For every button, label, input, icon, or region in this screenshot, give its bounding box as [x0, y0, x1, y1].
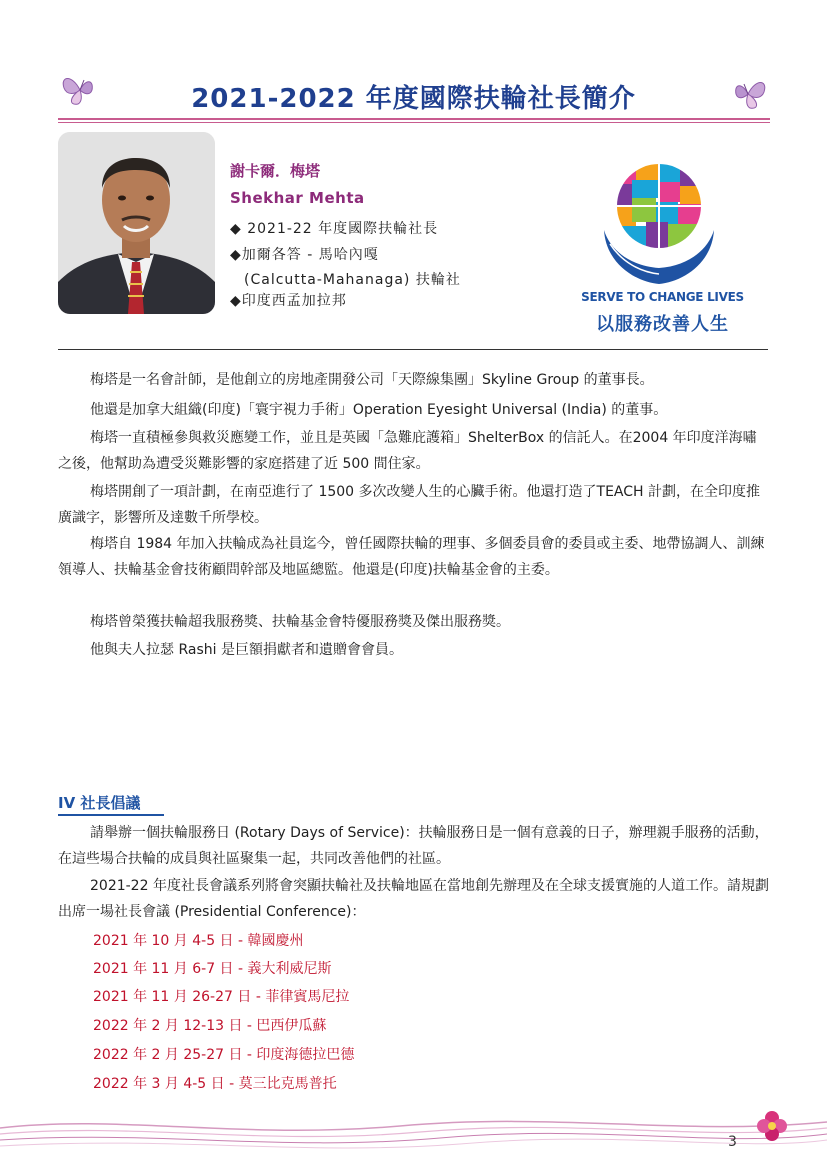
title-divider-thin [58, 122, 770, 123]
conference-item: 2021 年 11 月 6-7 日 - 義大利威尼斯 [93, 961, 332, 977]
profile-bullet: ◆加爾各答 - 馬哈內嘎 [230, 247, 379, 263]
page-number: 3 [728, 1134, 737, 1150]
president-name-en: Shekhar Mehta [230, 189, 365, 207]
section-divider [58, 349, 768, 350]
conference-item: 2022 年 2 月 25-27 日 - 印度海德拉巴德 [93, 1047, 355, 1063]
section-heading-underline [58, 814, 164, 816]
conference-item: 2022 年 3 月 4-5 日 - 莫三比克馬普托 [93, 1076, 337, 1092]
profile-bullet: (Calcutta-Mahanaga) 扶輪社 [244, 272, 461, 288]
page-title: 2021-2022 年度國際扶輪社長簡介 [191, 84, 636, 114]
butterfly-right-icon [726, 70, 770, 114]
section-paragraph: 請舉辦一個扶輪服務日 (Rotary Days of Service)：扶輪服務日是一個有意義的日子，辦理親手服務的活動，在這些場合扶輪的成員與社區聚集一起，共同改善他們的社區。 [58, 825, 769, 867]
rotary-theme-logo [596, 160, 722, 300]
flower-icon [752, 1106, 792, 1146]
conference-item: 2022 年 2 月 12-13 日 - 巴西伊瓜蘇 [93, 1018, 327, 1034]
conference-item: 2021 年 10 月 4-5 日 - 韓國慶州 [93, 933, 304, 949]
bio-paragraph: 他還是加拿大組織(印度)「寰宇視力手術」Operation Eyesight Universal (India) 的董事。 [90, 402, 668, 418]
president-portrait [58, 132, 215, 314]
bio-paragraph: 梅塔自 1984 年加入扶輪成為社員迄今，曾任國際扶輪的理事、多個委員會的委員或主委、地帶協調人、訓練領導人、扶輪基金會技術顧問幹部及地區總監。他還是(印度)扶輪基金會的主委。 [58, 536, 765, 578]
bio-paragraph: 梅塔一直積極參與救災應變工作，並且是英國「急難庇護箱」ShelterBox 的信託人。在2004 年印度洋海嘯之後，他幫助為遭受災難影響的家庭搭建了近 500 間住家。 [58, 430, 757, 472]
conference-item: 2021 年 11 月 26-27 日 - 菲律賓馬尼拉 [93, 989, 350, 1005]
section-paragraph: 2021-22 年度社長會議系列將會突顯扶輪社及扶輪地區在當地創先辦理及在全球支援實施的人道工作。請規劃出席一場社長會議 (Presidential Conference)： [58, 878, 769, 920]
logo-tagline-zh: 以服務改善人生 [596, 314, 729, 335]
bio-paragraph: 梅塔曾榮獲扶輪超我服務獎、扶輪基金會特優服務獎及傑出服務獎。 [90, 614, 510, 630]
title-divider [58, 118, 770, 120]
footer-wave-decoration [0, 1100, 827, 1160]
section-heading: IV 社長倡議 [58, 794, 141, 812]
profile-bullet: ◆印度西孟加拉邦 [230, 293, 347, 309]
bio-paragraph: 梅塔開創了一項計劃，在南亞進行了 1500 多次改變人生的心臟手術。他還打造了TEACH 計劃，在全印度推廣識字，影響所及達數千所學校。 [58, 484, 761, 526]
president-name-zh: 謝卡爾．梅塔 [230, 162, 321, 180]
logo-tagline: SERVE TO CHANGE LIVES [581, 290, 744, 304]
profile-bullet: ◆ 2021-22 年度國際扶輪社長 [230, 221, 439, 237]
bio-paragraph: 梅塔是一名會計師，是他創立的房地產開發公司「天際線集團」Skyline Group 的董事長。 [90, 372, 654, 388]
bio-paragraph: 他與夫人拉瑟 Rashi 是巨額捐獻者和遺贈會會員。 [90, 642, 403, 658]
